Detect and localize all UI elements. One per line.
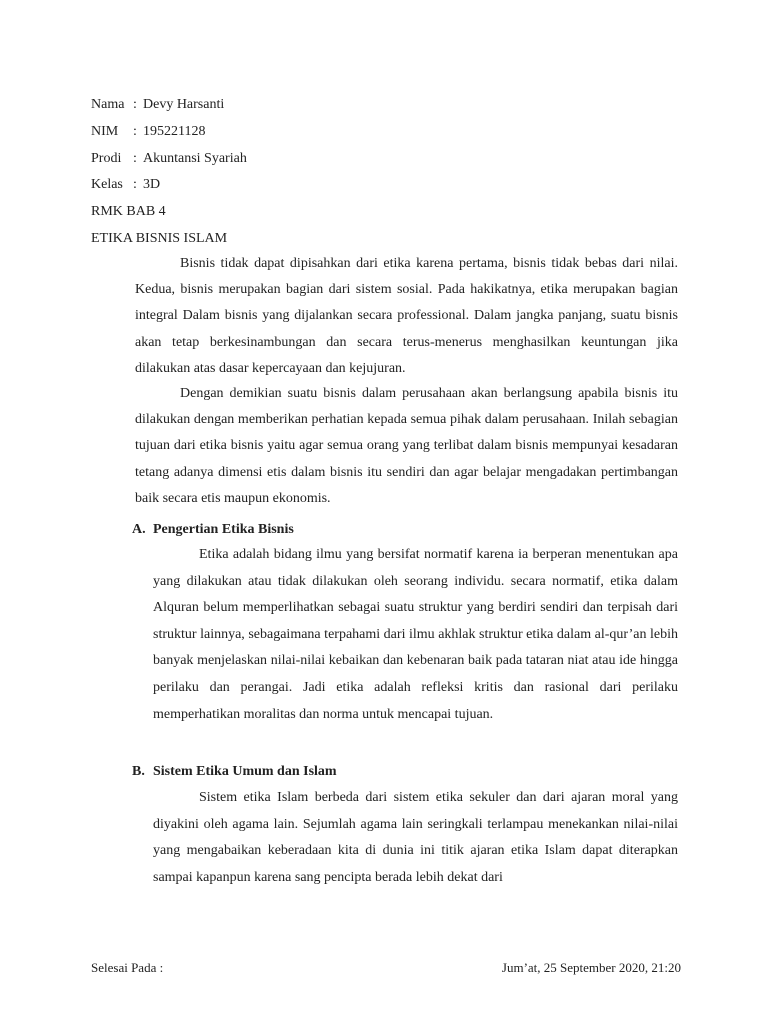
footer-timestamp: Jum’at, 25 September 2020, 21:20: [501, 960, 681, 975]
field-separator: :: [133, 150, 137, 166]
field-label: Prodi: [91, 150, 122, 166]
section-title: Sistem Etika Umum dan Islam: [153, 764, 337, 779]
header-field-prodi: [91, 146, 247, 173]
field-separator: :: [133, 97, 137, 112]
document-header: [91, 92, 247, 253]
field-value: 3D: [143, 177, 161, 193]
field-label: Kelas: [91, 177, 123, 193]
page-footer: [91, 958, 681, 978]
field-separator: :: [133, 123, 137, 139]
footer-completed-label: Selesai Pada :: [91, 960, 164, 975]
intro-paragraph-1: Bisnis tidak dapat dipisahkan dari etika karena pertama, bisnis tidak bebas dari nilai. Kedua, bisnis merupakan bagian dari sistem sosial. Pada hakikatnya, etika merupakan bagian integral Dalam bisnis yang dijalankan secara professional. Dalam jangka panjang, suatu bisnis akan tetap berkesinambungan dan secara terus-menerus menghasilkan keuntungan jika dilakukan atas dasar kepercayaan dan kejujuran.: [135, 256, 678, 376]
intro-paragraph-2: Dengan demikian suatu bisnis dalam perusahaan akan berlangsung apabila bisnis itu dilakukan dengan memberikan perhatian kepada semua pihak dalam perusahaan. Inilah sebagian tujuan dari etika bisnis yaitu agar semua orang yang terlibat dalam bisnis mempunyai kesadaran tetang adanya dimensi etis dalam bisnis itu sendiri dan agar belajar mengadakan pertimbangan baik secara etis maupun ekonomis.: [135, 386, 678, 506]
section-heading-b: [132, 761, 337, 783]
section-letter: B.: [132, 764, 145, 779]
section-letter: A.: [132, 522, 146, 537]
section-b-paragraph: Sistem etika Islam berbeda dari sistem etika sekuler dan dari ajaran moral yang diyakini oleh agama lain. Sejumlah agama lain seringkali terlampau menekankan nilai-nilai yang mengabaikan keberadaan kita di dunia ini titik ajaran etika Islam dapat diterapkan sampai kapanpun karena sang pencipta berada lebih dekat dari: [153, 790, 678, 885]
chapter-label: RMK BAB 4: [91, 204, 166, 220]
field-separator: :: [133, 177, 137, 193]
field-label: Nama: [91, 97, 125, 112]
header-field-name: [91, 92, 247, 119]
section-title: Pengertian Etika Bisnis: [153, 522, 294, 537]
field-label: NIM: [91, 123, 119, 139]
field-value: Devy Harsanti: [143, 97, 225, 112]
header-field-kelas: [91, 172, 247, 199]
header-field-nim: [91, 119, 247, 146]
field-value: Akuntansi Syariah: [143, 150, 247, 166]
section-a-paragraph: Etika adalah bidang ilmu yang bersifat normatif karena ia berperan menentukan apa yang dilakukan atau tidak dilakukan oleh seorang individu. secara normatif, etika dalam Alquran belum memperlihatkan sebagai suatu struktur yang berdiri sendiri dan terpisah dari struktur lainnya, sebagaimana terpahami dari ilmu akhlak struktur etika dalam al-qur’an lebih banyak menjelaskan nilai-nilai kebaikan dan kebenaran baik pada tataran niat atau ide hingga perilaku dan perangai. Jadi etika adalah refleksi kritis dan rasional dari perilaku memperhatikan moralitas dan norma untuk mencapai tujuan.: [153, 547, 678, 722]
section-heading-a: [132, 519, 294, 541]
document-title: ETIKA BISNIS ISLAM: [91, 230, 228, 246]
field-value: 195221128: [143, 123, 206, 139]
